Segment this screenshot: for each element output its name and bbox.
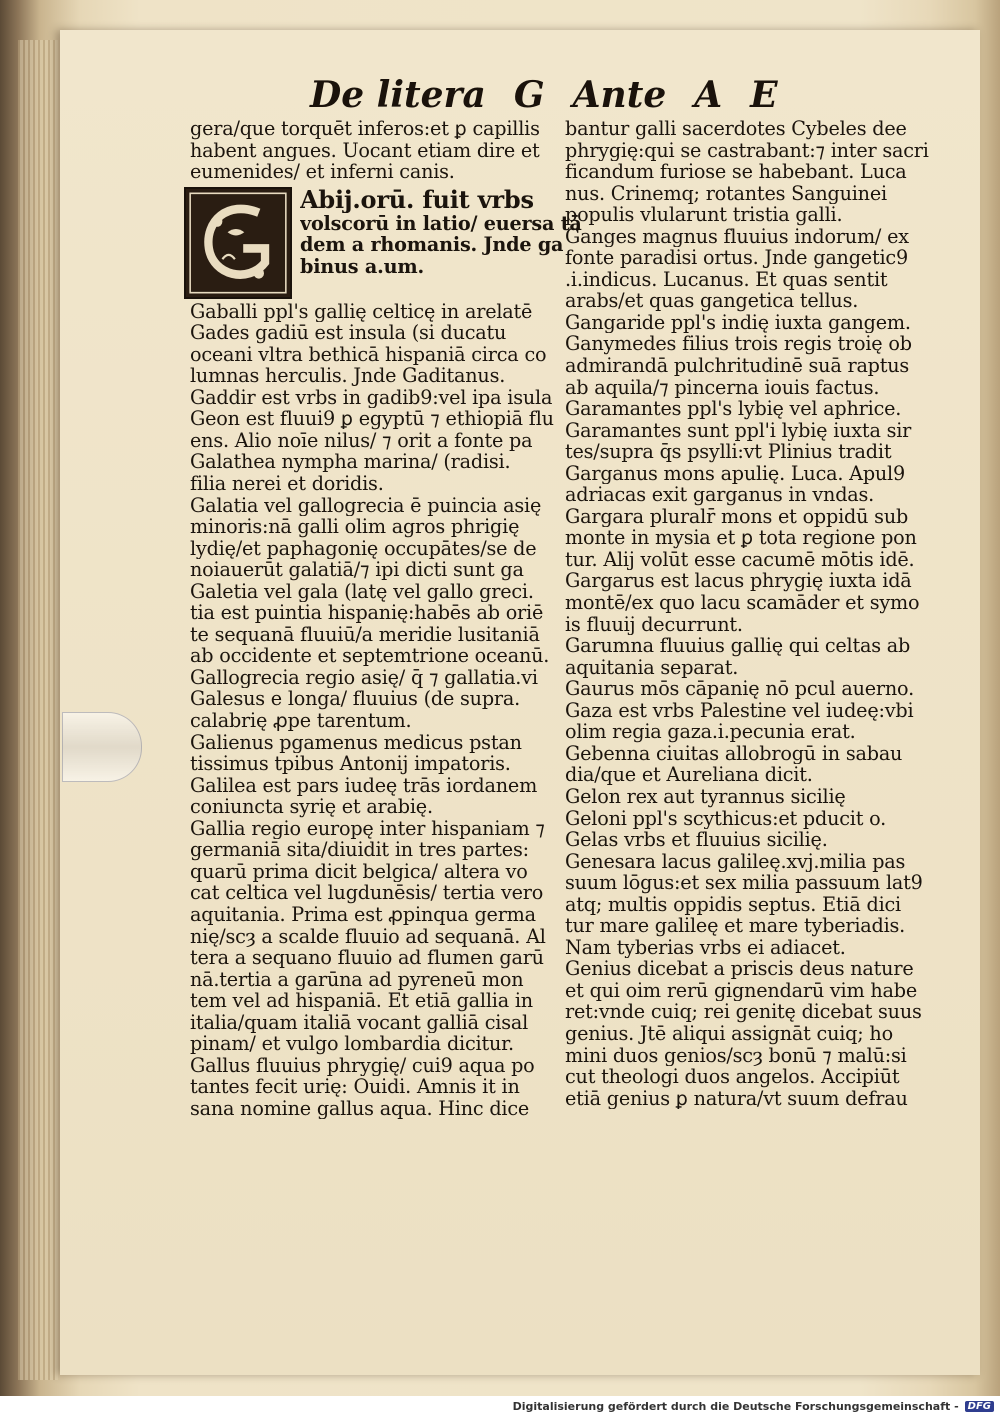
text-line: oceani vltra bethicā hispaniā circa co	[190, 343, 547, 366]
text-line: ab occidente et septemtrione oceanū.	[190, 645, 550, 667]
text-line: Gallogrecia regio asię/ q̄ ⁊ gallatia.vi	[190, 666, 538, 689]
text-line: tia est puintia hispanię:habēs ab oriē	[190, 602, 544, 624]
dfg-logo: DFG	[965, 1401, 994, 1412]
text-line: Geloni ppl's scythicus:et pducit̄ o.	[565, 807, 887, 830]
text-line: Gelas vrbs et fluuius sicilię.	[565, 829, 828, 851]
text-line: populis vlularunt tristia galli.	[565, 204, 843, 226]
text-line: Geon est fluui9 ꝑ egyptū ⁊ ethiopiā flu	[190, 408, 554, 430]
text-line: ab aquila/⁊ pincerna iouis factus.	[565, 376, 880, 399]
text-line: germaniā sita/diuidit̄ in tres partes:	[190, 839, 529, 861]
text-line: tur mare galileę et mare tyberiadis.	[565, 915, 906, 937]
text-line: Garumna fluuius gallię qui celtas ab	[565, 635, 911, 657]
header-word: A	[694, 74, 723, 116]
text-line: Gangaride ppl's indię iuxta gangem.	[565, 311, 911, 334]
left-body-lines	[190, 301, 580, 1120]
text-line: Ganymedes filius trois regis troię ob	[565, 333, 912, 356]
text-line: tera a sequano fluuio ad flumen garū	[190, 947, 544, 969]
header-word: G	[513, 74, 545, 116]
text-line: Galetia vel gala (latę vel gallo greci.	[190, 580, 534, 603]
text-line: Galilea est pars iudeę trās iordanem	[190, 774, 538, 797]
text-line: volscorū in latio/ euersa tā	[300, 212, 582, 235]
text-line: genius. Jtē aliqui assignāt cuiq; ho	[565, 1022, 893, 1045]
text-line: Galienus pgamenus medicus pstan	[190, 731, 522, 754]
text-line: adriacas exit garganus in vndas.	[565, 484, 875, 506]
text-line: tem vel ad hispaniā. Et etiā gallia in	[190, 990, 533, 1012]
text-line: habent angues. Uocant̄ etiam dire et	[190, 139, 540, 162]
text-line: etiā genius ꝑ natura/vt suum defrau	[565, 1087, 908, 1110]
text-line: .i.indicus. Lucanus. Et quas sentit	[565, 268, 888, 291]
text-line: Galesus e longa/ fluuius (de supra.	[190, 688, 521, 711]
header-word: De litera	[310, 74, 486, 116]
running-header	[310, 70, 810, 120]
text-line: dem a rhomanis. Jnde ga	[300, 234, 564, 256]
text-line: aquitania. Prima est ꝓpinqua germa	[190, 903, 536, 926]
text-line: italia/quam italiā vocant galliā cisal	[190, 1011, 529, 1034]
text-line: Galathea nympha marina/ (radisi.	[190, 451, 511, 474]
text-line: Gaza est vrbs Palestine vel iudeę:vbi	[565, 699, 914, 722]
text-line: bantur galli sacerdotes Cybeles dee	[565, 118, 907, 140]
text-line: Gebenna ciuitas allobrogū in sabau	[565, 742, 903, 765]
text-line: nā.tertia a garūna ad pyreneū mon	[190, 968, 524, 991]
initial-lines	[300, 187, 582, 278]
text-line: Abij.orū. fuit vrbs	[300, 186, 534, 213]
text-line: filia nerei et doridis.	[190, 473, 384, 495]
text-line: monte in mysia et ꝑ tota regione pon	[565, 527, 917, 549]
text-line: phrygię:qui se castrabant:⁊ inter sacri	[565, 139, 929, 162]
text-line: sana nomine gallus aqua. Hinc dice	[190, 1097, 530, 1120]
left-pre-lines	[190, 118, 580, 183]
text-line: atq; multis oppidis septus. Etiā dici	[565, 893, 901, 916]
text-line: fonte paradisi ortus. Jnde gangetic9	[565, 247, 908, 269]
text-line: nię/scȝ a scalde fluuio ad sequanā. Al	[190, 925, 546, 948]
page-edges	[18, 40, 58, 1380]
text-line: Garamantes ppl's lybię vel aphrice.	[565, 398, 902, 420]
text-line: mini duos genios/scȝ bonū ⁊ malū:si	[565, 1044, 907, 1067]
plastic-clip	[62, 712, 142, 782]
text-line: tes/supra q̄s psylli:vt Plinius tradit	[565, 441, 892, 463]
text-line: nus. Crinemq; rotantes Sanguinei	[565, 182, 887, 205]
text-line: Galatia vel gallogrecia ē puincia asię	[190, 494, 542, 517]
text-line: eumenides/ et inferni canis.	[190, 161, 455, 183]
text-line: Nam tyberias vrbs ei adiacet.	[565, 936, 846, 959]
text-line: Genesara lacus galileę.xvj.milia pas	[565, 850, 906, 873]
text-line: noiauerūt galatiā/⁊ ipi dicti sunt ga	[190, 559, 524, 581]
text-line: aquitania separat.	[565, 656, 739, 679]
header-word: E	[750, 74, 778, 116]
text-line: Garganus mons apulię. Luca. Apul9	[565, 462, 906, 485]
text-line: Garamantes sunt ppl'i lybię iuxta sir	[565, 419, 912, 442]
text-line: tissimus tpibus Antonij impatoris.	[190, 753, 511, 775]
text-line: arabs/et quas gangetica tellus.	[565, 290, 859, 312]
text-line: Ganges magnus fluuius indorum/ ex	[565, 225, 909, 248]
text-line: Gallus fluuius phrygię/ cui9 aqua po	[190, 1054, 535, 1077]
text-line: lydię/et paphagonię occupātes/se de	[190, 537, 537, 560]
text-line: binus a.um.	[300, 255, 424, 278]
text-line: Gargarus est lacus phrygię iuxta idā	[565, 570, 912, 593]
text-line: tur. Alij volūt esse cacumē mōtis idē.	[565, 548, 915, 571]
text-line: et qui oim rerū gignendarū vim habe	[565, 979, 918, 1002]
initial-block	[190, 187, 580, 299]
text-line: calabrię ꝓpe tarentum.	[190, 710, 412, 732]
text-line: lumnas herculis. Jnde Gaditanus.	[190, 365, 506, 387]
text-line: Gelon rex aut tyrannus sicilię	[565, 785, 846, 808]
footer-bar	[0, 1396, 1000, 1416]
text-line: is fluuij decurrunt.	[565, 613, 743, 636]
right-column	[565, 118, 965, 1109]
text-line: te sequanā fluuiū/a meridie lusitaniā	[190, 623, 540, 646]
text-line: tantes fecit̄ urię: Ouidi. Amnis it in	[190, 1076, 520, 1098]
text-line: ret:vnde cuiq; rei genitę dicebat̄ suus	[565, 1001, 922, 1023]
text-line: Gargara pluralr̄ mons et oppidū sub	[565, 505, 909, 528]
text-line: Gaballi ppl's gallię celticę in arelatē	[190, 300, 533, 323]
text-line: cat̄ celtica vel lugdunēsis/ tertia vero	[190, 882, 544, 904]
text-line: ens. Alio noīe nilus/ ⁊ orit̄ a fonte pa	[190, 429, 533, 452]
text-line: suum lōgus:et sex milia passuum lat9	[565, 872, 923, 894]
text-line: ficandum furiose se habebant. Luca	[565, 161, 907, 183]
text-line: admirandā pulchritudinē suā raptus	[565, 355, 910, 377]
text-line: minoris:nā galli olim agros phrigię	[190, 516, 520, 538]
text-line: gera/que torquēt inferos:et ꝑ capillis	[190, 118, 540, 140]
text-line: Genius dicebat̄ a priscis deus nature	[565, 958, 914, 980]
header-word: Ante	[572, 74, 667, 116]
text-line: montē/ex quo lacu scamāder et symo	[565, 592, 920, 614]
footer-text: Digitalisierung gefördert durch die Deutsche Forschungsgemeinschaft -	[512, 1399, 959, 1413]
text-line: coniuncta syrię et arabię.	[190, 796, 433, 818]
left-column	[190, 118, 580, 1119]
text-line: Gades gadiū est insula (si ducatu	[190, 322, 507, 344]
text-line: cut theologi duos angelos. Accipiūt	[565, 1066, 900, 1088]
text-line: olim regia gaza.i.pecunia erat.	[565, 721, 856, 743]
text-line: quarū prima dicit̄ belgica/ altera vo	[190, 860, 528, 883]
text-line: pinam/ et vulgo lombardia dicitur.	[190, 1033, 514, 1055]
text-line: Gaddir est vrbs in gadib9:vel ipa isula	[190, 386, 553, 409]
text-line: Gaurus mōs cāpanię nō pcul auerno.	[565, 678, 914, 700]
text-line: dia/que et Aureliana dicit̄.	[565, 764, 813, 786]
right-body-lines	[565, 118, 965, 1109]
decorated-initial-icon	[184, 187, 292, 299]
text-line: Gallia regio europę inter hispaniam ⁊	[190, 817, 545, 840]
